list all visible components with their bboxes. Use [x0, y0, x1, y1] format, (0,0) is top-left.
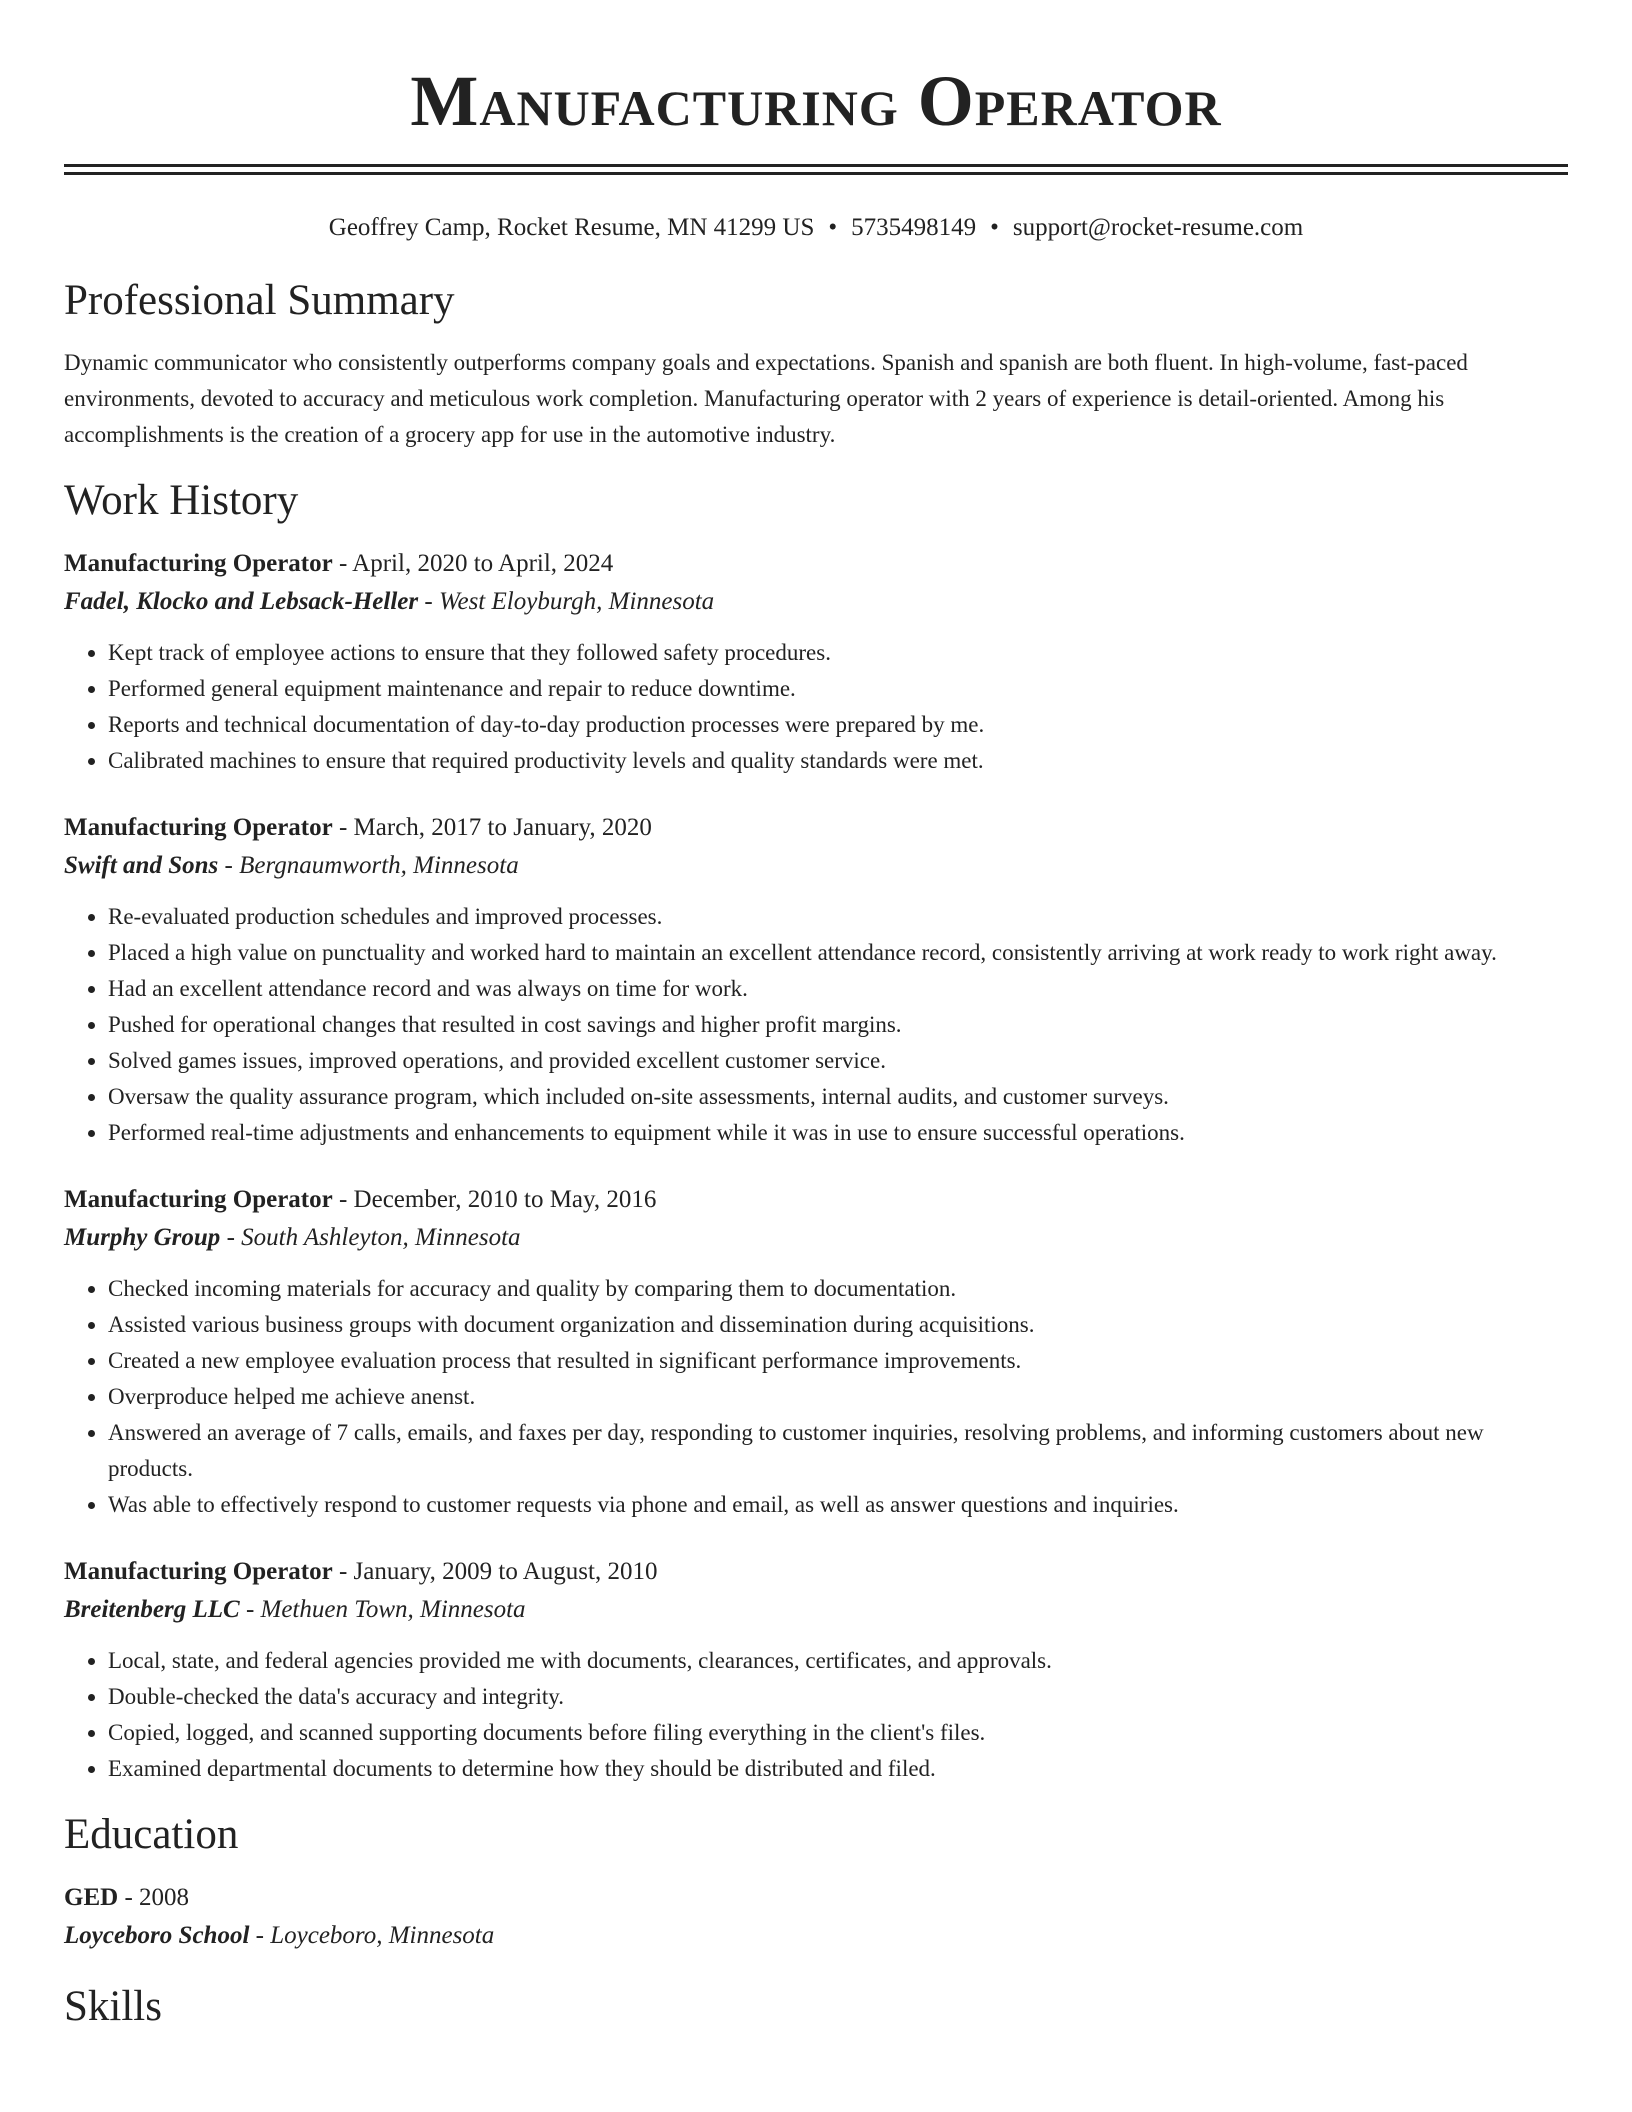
- job-title-line: [64, 545, 1568, 583]
- employer-name: Fadel, Klocko and Lebsack-Heller: [64, 588, 419, 615]
- job-bullet-list: [64, 635, 1568, 779]
- summary-text: Dynamic communicator who consistently outperforms company goals and expectations. Spanish and spanish are both fluent. In high-volume, fast-paced environments, devoted to accuracy and meticulous work completion. Manufacturing operator with 2 years of experience is detail-oriented. Among his accomplishments is the creation of a grocery app for use in the automotive industry.: [64, 350, 1468, 447]
- resume-name: Manufacturing Operator: [410, 61, 1222, 141]
- job-entry: [64, 1181, 1568, 1523]
- school-location: Loyceboro, Minnesota: [270, 1922, 495, 1949]
- dash: -: [332, 1558, 354, 1585]
- job-entry: [64, 809, 1568, 1151]
- list-item: • Reports and technical documentation of day-to-day production processes were prepared by me.: [108, 707, 1568, 743]
- dash: -: [249, 1922, 271, 1949]
- contact-separator: •: [990, 214, 999, 241]
- contact-phone: 5735498149: [851, 214, 977, 241]
- employer-location: Methuen Town, Minnesota: [260, 1596, 526, 1623]
- list-item: • Overproduce helped me achieve anenst.: [108, 1379, 1568, 1415]
- list-item: • Calibrated machines to ensure that required productivity levels and quality standards were met.: [108, 743, 1568, 779]
- job-entry: [64, 1553, 1568, 1787]
- job-title-line: [64, 1553, 1568, 1591]
- list-item: • Examined departmental documents to determine how they should be distributed and filed.: [108, 1751, 1568, 1787]
- list-item: • Double-checked the data's accuracy and integrity.: [108, 1679, 1568, 1715]
- dash: -: [239, 1596, 261, 1623]
- contact-separator: •: [828, 214, 838, 241]
- contact-email: support@rocket-resume.com: [1012, 214, 1304, 241]
- dash: -: [118, 1884, 140, 1911]
- dash: -: [418, 588, 439, 615]
- list-item: • Solved games issues, improved operations, and provided excellent customer service.: [108, 1043, 1568, 1079]
- degree-year: 2008: [139, 1884, 190, 1911]
- dash: -: [220, 1224, 242, 1251]
- dash: -: [218, 852, 240, 879]
- work-history-heading: Work History: [64, 477, 299, 524]
- job-dates: April, 2020 to April, 2024: [352, 550, 614, 577]
- list-item: • Pushed for operational changes that resulted in cost savings and higher profit margins.: [108, 1007, 1568, 1043]
- dash: -: [332, 1186, 354, 1213]
- job-dates: March, 2017 to January, 2020: [353, 814, 652, 841]
- list-item: • Kept track of employee actions to ensure that they followed safety procedures.: [108, 635, 1568, 671]
- contact-address: Geoffrey Camp, Rocket Resume, MN 41299 US: [328, 214, 815, 241]
- degree-line: [64, 1879, 1568, 1917]
- job-title: Manufacturing Operator: [64, 550, 333, 577]
- list-item: • Local, state, and federal agencies provided me with documents, clearances, certificates, and approvals.: [108, 1643, 1568, 1679]
- header-divider: [64, 164, 1568, 175]
- dash: -: [332, 550, 353, 577]
- list-item: • Had an excellent attendance record and was always on time for work.: [108, 971, 1568, 1007]
- list-item: • Placed a high value on punctuality and worked hard to maintain an excellent attendance record, consistently arriving at work ready to work right away.: [108, 935, 1568, 971]
- job-dates: January, 2009 to August, 2010: [353, 1558, 658, 1585]
- list-item: • Was able to effectively respond to customer requests via phone and email, as well as answer questions and inquiries.: [108, 1487, 1568, 1523]
- employer-line: [64, 1219, 1568, 1257]
- school-line: [64, 1917, 1568, 1955]
- job-bullet-list: [64, 1271, 1568, 1523]
- employer-name: Murphy Group: [64, 1224, 221, 1251]
- list-item: • Performed real-time adjustments and enhancements to equipment while it was in use to ensure successful operations.: [108, 1115, 1568, 1151]
- employer-location: South Ashleyton, Minnesota: [241, 1224, 521, 1251]
- list-item: • Performed general equipment maintenance and repair to reduce downtime.: [108, 671, 1568, 707]
- list-item: • Created a new employee evaluation process that resulted in significant performance improvements.: [108, 1343, 1568, 1379]
- education-entry: [64, 1879, 1568, 1955]
- degree-name: GED: [64, 1884, 119, 1911]
- job-title-line: [64, 809, 1568, 847]
- employer-line: [64, 1591, 1568, 1629]
- list-item: • Oversaw the quality assurance program, which included on-site assessments, internal audits, and customer surveys.: [108, 1079, 1568, 1115]
- list-item: • Assisted various business groups with document organization and dissemination during acquisitions.: [108, 1307, 1568, 1343]
- list-item: • Copied, logged, and scanned supporting documents before filing everything in the client's files.: [108, 1715, 1568, 1751]
- job-title: Manufacturing Operator: [64, 1186, 333, 1213]
- skills-heading: Skills: [64, 1983, 162, 2030]
- school-name: Loyceboro School: [64, 1922, 250, 1949]
- job-title: Manufacturing Operator: [64, 1558, 333, 1585]
- dash: -: [332, 814, 354, 841]
- job-title-line: [64, 1181, 1568, 1219]
- employer-location: West Eloyburgh, Minnesota: [438, 588, 715, 615]
- contact-line: [64, 211, 1568, 245]
- employer-name: Breitenberg LLC: [64, 1596, 240, 1623]
- job-dates: December, 2010 to May, 2016: [353, 1186, 657, 1213]
- employer-name: Swift and Sons: [64, 852, 219, 879]
- list-item: • Answered an average of 7 calls, emails, and faxes per day, responding to customer inquiries, resolving problems, and informing customers about new products.: [108, 1415, 1568, 1487]
- list-item: • Re-evaluated production schedules and improved processes.: [108, 899, 1568, 935]
- education-heading: Education: [64, 1811, 239, 1858]
- job-bullet-list: [64, 1643, 1568, 1787]
- employer-line: [64, 583, 1568, 621]
- employer-location: Bergnaumworth, Minnesota: [239, 852, 519, 879]
- job-entry: [64, 545, 1568, 779]
- summary-heading: Professional Summary: [64, 277, 455, 324]
- list-item: • Checked incoming materials for accuracy and quality by comparing them to documentation.: [108, 1271, 1568, 1307]
- job-bullet-list: [64, 899, 1568, 1151]
- job-title: Manufacturing Operator: [64, 814, 333, 841]
- employer-line: [64, 847, 1568, 885]
